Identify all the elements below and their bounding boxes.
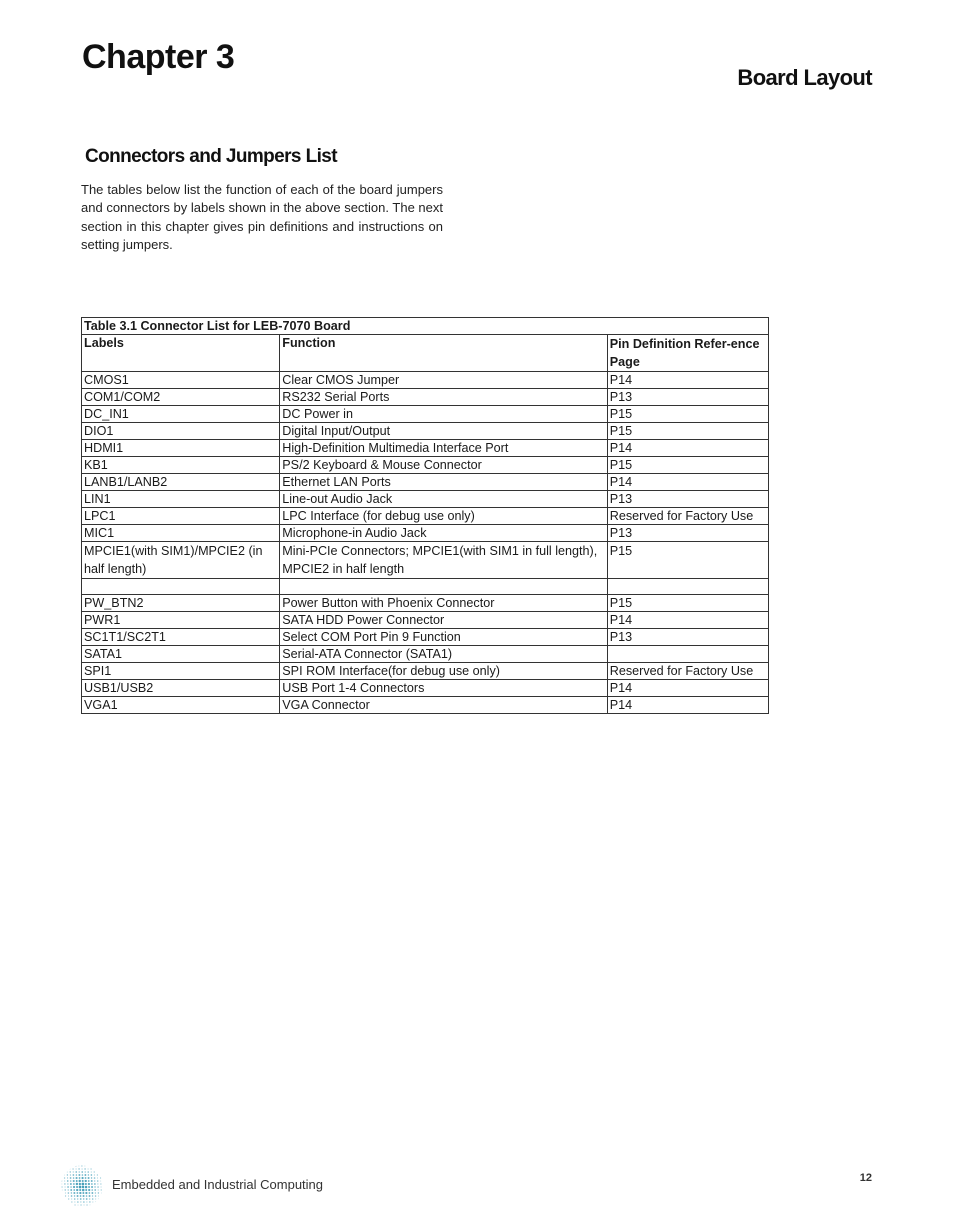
table-row [82, 646, 769, 663]
cell-label: DC_IN1 [82, 406, 280, 423]
caption-prefix: Table 3.1 Connector List for [84, 319, 254, 333]
cell-label: CMOS1 [82, 372, 280, 389]
cell-label: KB1 [82, 457, 280, 474]
column-header-function: Function [280, 335, 607, 372]
cell-function [280, 579, 607, 595]
cell-label: LANB1/LANB2 [82, 474, 280, 491]
cell-function: PS/2 Keyboard & Mouse Connector [280, 457, 607, 474]
cell-label: LIN1 [82, 491, 280, 508]
cell-page [607, 646, 768, 663]
table-row [82, 629, 769, 646]
cell-label: SC1T1/SC2T1 [82, 629, 280, 646]
cell-function: Ethernet LAN Ports [280, 474, 607, 491]
subsection-title: Connectors and Jumpers List [85, 146, 337, 167]
cell-function: RS232 Serial Ports [280, 389, 607, 406]
cell-page: P14 [607, 474, 768, 491]
column-header-page: Pin Definition Refer-ence Page [607, 335, 768, 372]
cell-function: USB Port 1-4 Connectors [280, 680, 607, 697]
cell-page: P14 [607, 697, 768, 714]
connector-table [81, 317, 769, 714]
cell-label: SPI1 [82, 663, 280, 680]
table-row [82, 389, 769, 406]
caption-model: LEB-7070 [253, 319, 311, 333]
caption-suffix: Board [310, 319, 351, 333]
cell-page: P13 [607, 389, 768, 406]
table-caption-row [82, 318, 769, 335]
cell-function: Power Button with Phoenix Connector [280, 595, 607, 612]
column-header-labels: Labels [82, 335, 280, 372]
table-body [82, 372, 769, 714]
cell-function: Digital Input/Output [280, 423, 607, 440]
cell-function: High-Definition Multimedia Interface Port [280, 440, 607, 457]
cell-function: SATA HDD Power Connector [280, 612, 607, 629]
cell-function: DC Power in [280, 406, 607, 423]
table-row [82, 491, 769, 508]
cell-label: LPC1 [82, 508, 280, 525]
cell-function: Clear CMOS Jumper [280, 372, 607, 389]
cell-function: Microphone-in Audio Jack [280, 525, 607, 542]
intro-paragraph: The tables below list the function of each of the board jumpers and connectors by labels shown in the above section. The next section in this chapter gives pin definitions and instructions on setting jumpers. [81, 182, 443, 252]
page-number: 12 [859, 1172, 872, 1184]
table-row [82, 406, 769, 423]
table-row [82, 680, 769, 697]
table-header-row [82, 335, 769, 372]
table-row [82, 508, 769, 525]
cell-page [607, 579, 768, 595]
table-row [82, 423, 769, 440]
cell-page: P14 [607, 680, 768, 697]
cell-page: P15 [607, 542, 768, 579]
cell-page: Reserved for Factory Use [607, 663, 768, 680]
cell-page: P14 [607, 440, 768, 457]
table-caption [82, 318, 769, 335]
cell-page: P13 [607, 491, 768, 508]
cell-function: VGA Connector [280, 697, 607, 714]
cell-page: P13 [607, 629, 768, 646]
cell-label: USB1/USB2 [82, 680, 280, 697]
cell-page: P14 [607, 612, 768, 629]
globe-logo-icon [60, 1164, 104, 1208]
table-row [82, 542, 769, 579]
cell-function: Select COM Port Pin 9 Function [280, 629, 607, 646]
cell-page: P15 [607, 423, 768, 440]
cell-label [82, 579, 280, 595]
cell-function: SPI ROM Interface(for debug use only) [280, 663, 607, 680]
table-row [82, 525, 769, 542]
cell-page: P15 [607, 457, 768, 474]
table-row [82, 697, 769, 714]
cell-label: MIC1 [82, 525, 280, 542]
chapter-title: Chapter 3 [82, 38, 235, 76]
cell-page: P13 [607, 525, 768, 542]
section-title: Board Layout [737, 65, 872, 90]
cell-label: VGA1 [82, 697, 280, 714]
cell-label: COM1/COM2 [82, 389, 280, 406]
cell-label: HDMI1 [82, 440, 280, 457]
table-row [82, 595, 769, 612]
cell-function: LPC Interface (for debug use only) [280, 508, 607, 525]
footer-company-text: Embedded and Industrial Computing [112, 1177, 324, 1192]
table-row [82, 612, 769, 629]
cell-page: P14 [607, 372, 768, 389]
cell-label: PWR1 [82, 612, 280, 629]
cell-function: Mini-PCIe Connectors; MPCIE1(with SIM1 in full length), MPCIE2 in half length [280, 542, 607, 579]
table-row [82, 663, 769, 680]
cell-page: P15 [607, 595, 768, 612]
cell-label: DIO1 [82, 423, 280, 440]
cell-page: Reserved for Factory Use [607, 508, 768, 525]
table-row [82, 372, 769, 389]
table-row [82, 457, 769, 474]
table-row [82, 474, 769, 491]
cell-label: PW_BTN2 [82, 595, 280, 612]
cell-label: MPCIE1(with SIM1)/MPCIE2 (in half length) [82, 542, 280, 579]
table-row [82, 440, 769, 457]
cell-function: Line-out Audio Jack [280, 491, 607, 508]
cell-page: P15 [607, 406, 768, 423]
table-row [82, 579, 769, 595]
cell-function: Serial-ATA Connector (SATA1) [280, 646, 607, 663]
cell-label: SATA1 [82, 646, 280, 663]
